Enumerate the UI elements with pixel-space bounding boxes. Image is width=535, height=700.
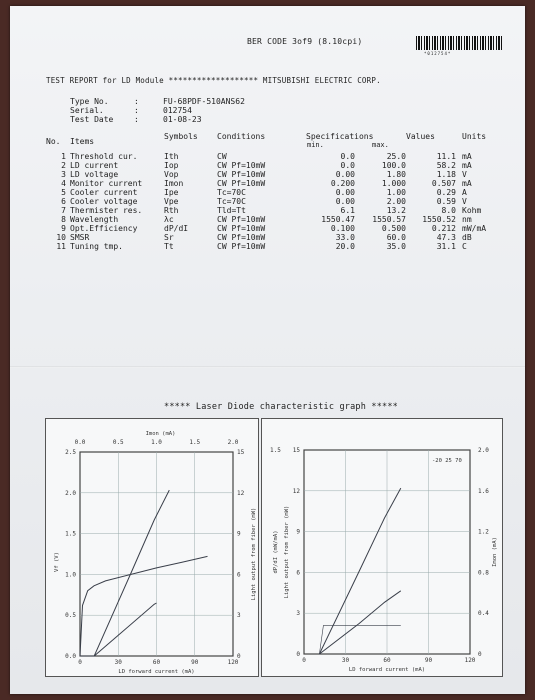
row-condition: CW bbox=[217, 152, 227, 161]
x-tick-label: 60 bbox=[383, 657, 391, 664]
row-max: 2.00 bbox=[386, 197, 406, 206]
row-max: 1.80 bbox=[386, 170, 406, 179]
top-tick-label: 1.0 bbox=[151, 439, 162, 446]
row-value: 0.29 bbox=[436, 188, 456, 197]
right-tick-label: 3 bbox=[237, 612, 241, 620]
right-tick-label: 9 bbox=[237, 530, 241, 538]
row-min: 0.00 bbox=[335, 188, 355, 197]
header-no: No. bbox=[46, 137, 61, 146]
row-unit: C bbox=[462, 242, 467, 251]
left-tick-label: 1.5 bbox=[65, 530, 76, 538]
row-item: Monitor current bbox=[70, 179, 143, 188]
right-tick-label: 12 bbox=[237, 489, 245, 497]
info-value: 012754 bbox=[163, 106, 192, 115]
header-values: Values bbox=[406, 132, 435, 141]
row-max: 1.000 bbox=[381, 179, 406, 188]
row-item: Threshold cur. bbox=[70, 152, 138, 161]
row-max: 0.500 bbox=[381, 224, 406, 233]
row-condition: Tc=70C bbox=[217, 197, 246, 206]
row-symbol: Iop bbox=[164, 161, 179, 170]
x-tick-label: 30 bbox=[341, 657, 350, 664]
row-value: 47.3 bbox=[436, 233, 456, 242]
row-value: 8.0 bbox=[441, 206, 456, 215]
row-min: 0.00 bbox=[335, 170, 355, 179]
row-unit: A bbox=[462, 188, 467, 197]
left-tick-label: 9 bbox=[296, 528, 300, 536]
row-condition: CW Pf=10mW bbox=[217, 179, 266, 188]
row-max: 1.00 bbox=[386, 188, 406, 197]
row-condition: CW Pf=10mW bbox=[217, 233, 266, 242]
row-max: 100.0 bbox=[381, 161, 406, 170]
row-value: 31.1 bbox=[436, 242, 456, 251]
legend-text: -20 25 70 bbox=[432, 458, 462, 464]
row-no: 2 bbox=[61, 161, 66, 170]
row-max: 25.0 bbox=[386, 152, 406, 161]
row-value: 1550.52 bbox=[422, 215, 456, 224]
left-tick-label: 0 bbox=[296, 651, 300, 658]
series-line bbox=[319, 488, 400, 654]
left-tick-label: 6 bbox=[296, 569, 300, 577]
x-axis-label: LD forward current (mA) bbox=[348, 667, 426, 673]
graph-title: ***** Laser Diode characteristic graph ***** bbox=[164, 402, 398, 412]
row-symbol: Sr bbox=[164, 233, 174, 242]
row-item: SMSR bbox=[70, 233, 90, 242]
row-max: 60.0 bbox=[386, 233, 406, 242]
x-tick-label: 0 bbox=[78, 659, 82, 666]
series-line bbox=[80, 490, 169, 656]
row-no: 9 bbox=[61, 224, 66, 233]
x-axis-label: LD forward current (mA) bbox=[118, 669, 195, 675]
header-items: Items bbox=[70, 137, 95, 146]
row-no: 5 bbox=[61, 188, 66, 197]
row-value: 58.2 bbox=[436, 161, 456, 170]
left-tick-label: 0.5 bbox=[65, 612, 76, 620]
header-conditions: Conditions bbox=[217, 132, 266, 141]
row-symbol: Rth bbox=[164, 206, 179, 215]
row-min: 0.200 bbox=[330, 179, 355, 188]
x-tick-label: 90 bbox=[424, 657, 433, 664]
right-tick-label: 0 bbox=[478, 651, 482, 658]
right-tick-label: 1.6 bbox=[478, 487, 489, 495]
row-unit: V bbox=[462, 170, 467, 179]
row-unit: dB bbox=[462, 233, 472, 242]
info-sep: : bbox=[134, 115, 139, 124]
row-condition: CW Pf=10mW bbox=[217, 161, 266, 170]
row-item: LD voltage bbox=[70, 170, 119, 179]
info-label: Test Date bbox=[70, 115, 114, 124]
row-symbol: Vpe bbox=[164, 197, 179, 206]
x-tick-label: 120 bbox=[464, 657, 476, 664]
row-min: 33.0 bbox=[335, 233, 355, 242]
row-no: 3 bbox=[61, 170, 66, 179]
row-min: 6.1 bbox=[340, 206, 355, 215]
info-sep: : bbox=[134, 97, 139, 106]
row-no: 4 bbox=[61, 179, 66, 188]
row-max: 35.0 bbox=[386, 242, 406, 251]
left-tick-label: 3 bbox=[296, 610, 300, 618]
row-min: 20.0 bbox=[335, 242, 355, 251]
row-no: 1 bbox=[61, 152, 66, 161]
row-condition: CW Pf=10mW bbox=[217, 215, 266, 224]
right-tick-label: 2.0 bbox=[478, 447, 489, 454]
row-condition: CW Pf=10mW bbox=[217, 170, 266, 179]
barcode-number: *012754* bbox=[424, 51, 452, 56]
row-min: 0.0 bbox=[340, 161, 355, 170]
right-tick-label: 6 bbox=[237, 571, 241, 579]
x-tick-label: 120 bbox=[227, 659, 239, 666]
right-tick-label: 15 bbox=[237, 449, 245, 456]
left-axis-label: Vf (V) bbox=[54, 552, 60, 572]
left-tick-label: 12 bbox=[292, 487, 300, 495]
right-tick-label: 0.8 bbox=[478, 569, 489, 577]
header-symbols: Symbols bbox=[164, 132, 198, 141]
right-tick-label: 0.4 bbox=[478, 610, 489, 618]
row-min: 1550.47 bbox=[321, 215, 355, 224]
row-max: 1550.57 bbox=[372, 215, 406, 224]
right-tick-label: 0 bbox=[237, 653, 241, 660]
row-min: 0.00 bbox=[335, 197, 355, 206]
row-symbol: λc bbox=[164, 215, 174, 224]
x-tick-label: 90 bbox=[191, 659, 199, 666]
row-value: 0.212 bbox=[431, 224, 456, 233]
left-tick-label: 2.0 bbox=[65, 489, 76, 497]
right-tick-label: 1.2 bbox=[478, 528, 489, 536]
row-symbol: Ipe bbox=[164, 188, 179, 197]
row-unit: nm bbox=[462, 215, 472, 224]
row-unit: V bbox=[462, 197, 467, 206]
row-condition: CW Pf=10mW bbox=[217, 224, 266, 233]
left-tick-label: 15 bbox=[292, 447, 300, 454]
header-min: min. bbox=[307, 141, 324, 149]
series-line bbox=[319, 591, 400, 654]
row-item: Wavelength bbox=[70, 215, 119, 224]
left-tick-label: 1.0 bbox=[65, 571, 76, 579]
right-axis-label: Imon (mA) bbox=[492, 537, 498, 567]
left-axis-label: dP/dI (mW/mA) bbox=[273, 530, 279, 574]
info-value: 01-08-23 bbox=[163, 115, 202, 124]
series-line bbox=[80, 556, 208, 656]
top-tick-label: 1.5 bbox=[189, 439, 201, 446]
row-min: 0.0 bbox=[340, 152, 355, 161]
row-symbol: Imon bbox=[164, 179, 184, 188]
row-item: LD current bbox=[70, 161, 119, 170]
row-item: Cooler voltage bbox=[70, 197, 138, 206]
header-units: Units bbox=[462, 132, 487, 141]
top-tick-label: 0.0 bbox=[74, 439, 86, 446]
right-axis-label: Light output from fiber (mW) bbox=[251, 507, 257, 601]
bercode-label: BER CODE 3of9 (8.10cpi) bbox=[247, 37, 363, 46]
row-condition: Tld=Tt bbox=[217, 206, 246, 215]
row-value: 11.1 bbox=[436, 152, 456, 161]
row-item: Tuning tmp. bbox=[70, 242, 123, 251]
header-max: max. bbox=[372, 141, 389, 149]
x-tick-label: 30 bbox=[114, 659, 122, 666]
row-max: 13.2 bbox=[386, 206, 406, 215]
row-no: 7 bbox=[61, 206, 66, 215]
row-item: Opt.Efficiency bbox=[70, 224, 138, 233]
row-no: 11 bbox=[56, 242, 66, 251]
row-symbol: dP/dI bbox=[164, 224, 189, 233]
row-no: 6 bbox=[61, 197, 66, 206]
row-symbol: Vop bbox=[164, 170, 179, 179]
row-item: Thermister res. bbox=[70, 206, 143, 215]
row-symbol: Ith bbox=[164, 152, 179, 161]
row-no: 8 bbox=[61, 215, 66, 224]
x-tick-label: 60 bbox=[152, 659, 161, 666]
row-no: 10 bbox=[56, 233, 66, 242]
row-value: 0.507 bbox=[431, 179, 456, 188]
info-sep: : bbox=[134, 106, 139, 115]
row-unit: mA bbox=[462, 152, 472, 161]
left-top-label: 1.5 bbox=[270, 447, 281, 454]
row-symbol: Tt bbox=[164, 242, 174, 251]
row-unit: mA bbox=[462, 161, 472, 170]
row-condition: CW Pf=10mW bbox=[217, 242, 266, 251]
report-title: TEST REPORT for LD Module ******************* MITSUBISHI ELECTRIC CORP. bbox=[46, 76, 381, 85]
info-value: FU-68PDF-510ANS62 bbox=[163, 97, 245, 106]
row-item: Cooler current bbox=[70, 188, 138, 197]
row-unit: mW/mA bbox=[462, 224, 487, 233]
top-tick-label: 0.5 bbox=[112, 439, 124, 446]
mid-axis-label: Light output from fiber (mW) bbox=[284, 505, 290, 599]
left-tick-label: 0.0 bbox=[65, 653, 76, 660]
info-label: Serial. bbox=[70, 106, 104, 115]
x-tick-label: 0 bbox=[302, 657, 306, 664]
header-specifications: Specifications bbox=[306, 132, 374, 141]
row-min: 0.100 bbox=[330, 224, 355, 233]
row-condition: Tc=70C bbox=[217, 188, 246, 197]
info-label: Type No. bbox=[70, 97, 109, 106]
series-line bbox=[94, 603, 156, 656]
top-tick-label: 2.0 bbox=[227, 439, 239, 446]
left-tick-label: 2.5 bbox=[65, 449, 76, 456]
row-unit: mA bbox=[462, 179, 472, 188]
top-axis-label: Imon (mA) bbox=[145, 431, 176, 437]
row-value: 1.18 bbox=[436, 170, 456, 179]
row-unit: Kohm bbox=[462, 206, 482, 215]
row-value: 0.59 bbox=[436, 197, 456, 206]
